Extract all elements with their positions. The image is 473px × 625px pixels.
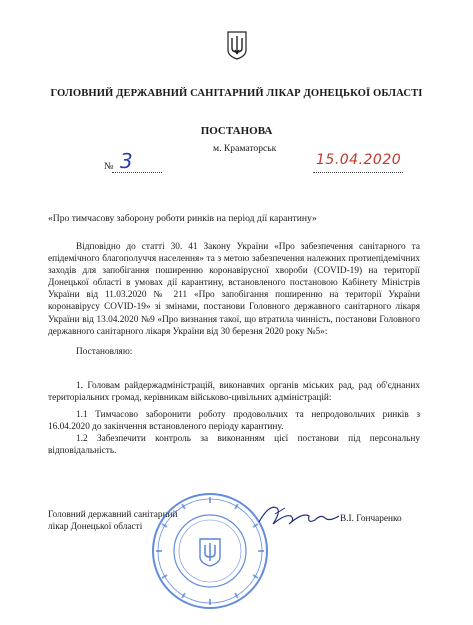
document-type: ПОСТАНОВА bbox=[200, 125, 273, 137]
document-city: м. Краматорськ bbox=[213, 143, 277, 154]
date-line bbox=[313, 172, 403, 173]
document-subject: «Про тимчасову заборону роботи ринків на період дії карантину» bbox=[48, 213, 317, 224]
document-number: 3 bbox=[120, 149, 133, 173]
official-seal-icon bbox=[150, 491, 270, 611]
tryzub-icon bbox=[226, 30, 248, 60]
signatory-name: В.І. Гончаренко bbox=[340, 514, 402, 524]
signatory-title-line: лікар Донецької області bbox=[48, 522, 143, 533]
handwritten-signature-icon bbox=[255, 502, 347, 530]
body-paragraph bbox=[48, 380, 420, 404]
body-paragraph bbox=[48, 241, 420, 338]
paragraph-text: Відповідно до статті 30. 41 Закону України «Про забезпечення санітарного та епідемічного благополуччя населення» та з метою забезпечення належних протиепідемічних заходів для запобігання поширенню коронавірусної хвороби (COVID-19) на території Донецької області в умовах дії карантину, встановленого постановою Кабінету Міністрів України від 11.03.2020 № 211 «Про запобігання поширенню на території України коронавірусу COVID-19» зі змінами, постанови Головного державного санітарного лікаря України від 13.04.2020 №9 «Про визнання такої, що втратила чинність, постанови Головного державного санітарного лікаря України від 30 березня 2020 року №5»: bbox=[48, 242, 420, 337]
document-date: 15.04.2020 bbox=[316, 152, 402, 168]
resolution-heading: Постановляю: bbox=[76, 347, 133, 357]
paragraph-text: 1.1 Тимчасово заборонити роботу продовольчих та непродовольчих ринків з 16.04.2020 до закінчення встановленого періоду карантину. bbox=[48, 410, 420, 433]
paragraph-text: 1. Головам райдержадміністрацій, виконавчих органів міських рад, рад об'єднаних територіальних громад, керівникам військово-цивільних адміністрацій: bbox=[48, 381, 420, 404]
body-paragraph bbox=[48, 433, 420, 457]
signatory-title-line: Головний державний санітарний bbox=[48, 510, 178, 520]
paragraph-text: 1.2 Забезпечити контроль за виконанням цієї постанови під персональну відповідальність. bbox=[48, 434, 420, 457]
organization-title: ГОЛОВНИЙ ДЕРЖАВНИЙ САНІТАРНИЙ ЛІКАР ДОНЕЦЬКОЇ ОБЛАСТІ bbox=[50, 88, 423, 99]
number-prefix: № bbox=[104, 161, 114, 172]
body-paragraph bbox=[48, 409, 420, 433]
